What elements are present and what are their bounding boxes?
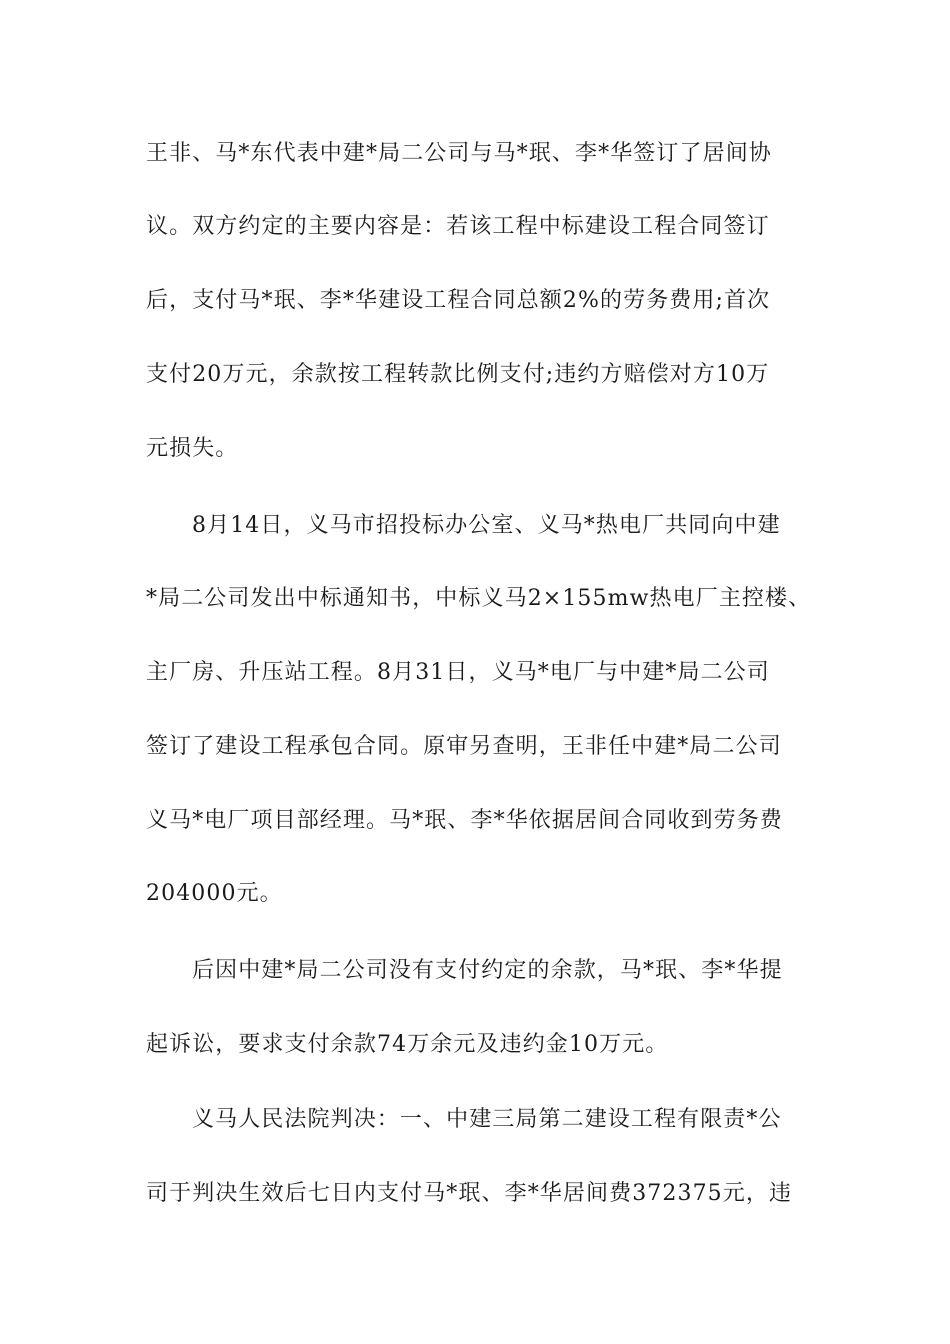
paragraph-1-line-4: 支付20万元，余款按工程转款比例支付;违约方赔偿对方10万: [146, 362, 770, 387]
paragraph-1-line-1: 王非、马*东代表中建*局二公司与马*珉、李*华签订了居间协: [146, 141, 772, 166]
paragraph-2-line-5: 义马*电厂项目部经理。马*珉、李*华依据居间合同收到劳务费: [146, 808, 783, 833]
paragraph-3-line-1: 后因中建*局二公司没有支付约定的余款，马*珉、李*华提: [192, 958, 783, 983]
paragraph-4-line-1: 义马人民法院判决：一、中建三局第二建设工程有限责*公: [192, 1107, 782, 1132]
paragraph-2-line-4: 签订了建设工程承包合同。原审另查明，王非任中建*局二公司: [146, 734, 782, 759]
paragraph-3-line-2: 起诉讼，要求支付余款74万余元及违约金10万元。: [146, 1032, 669, 1057]
paragraph-4-line-2: 司于判决生效后七日内支付马*珉、李*华居间费372375元，违: [146, 1181, 793, 1206]
paragraph-1-line-5: 元损失。: [146, 436, 239, 461]
paragraph-2-line-2: *局二公司发出中标通知书，中标义马2×155mw热电厂主控楼、: [146, 586, 812, 611]
paragraph-2-line-6: 204000元。: [146, 881, 283, 906]
paragraph-2-line-1: 8月14日，义马市招投标办公室、义马*热电厂共同向中建: [192, 513, 781, 538]
paragraph-2-line-3: 主厂房、升压站工程。8月31日，义马*电厂与中建*局二公司: [146, 660, 770, 685]
paragraph-1-line-2: 议。双方约定的主要内容是：若该工程中标建设工程合同签订: [146, 214, 770, 239]
paragraph-1-line-3: 后，支付马*珉、李*华建设工程合同总额2%的劳务费用;首次: [146, 288, 771, 313]
